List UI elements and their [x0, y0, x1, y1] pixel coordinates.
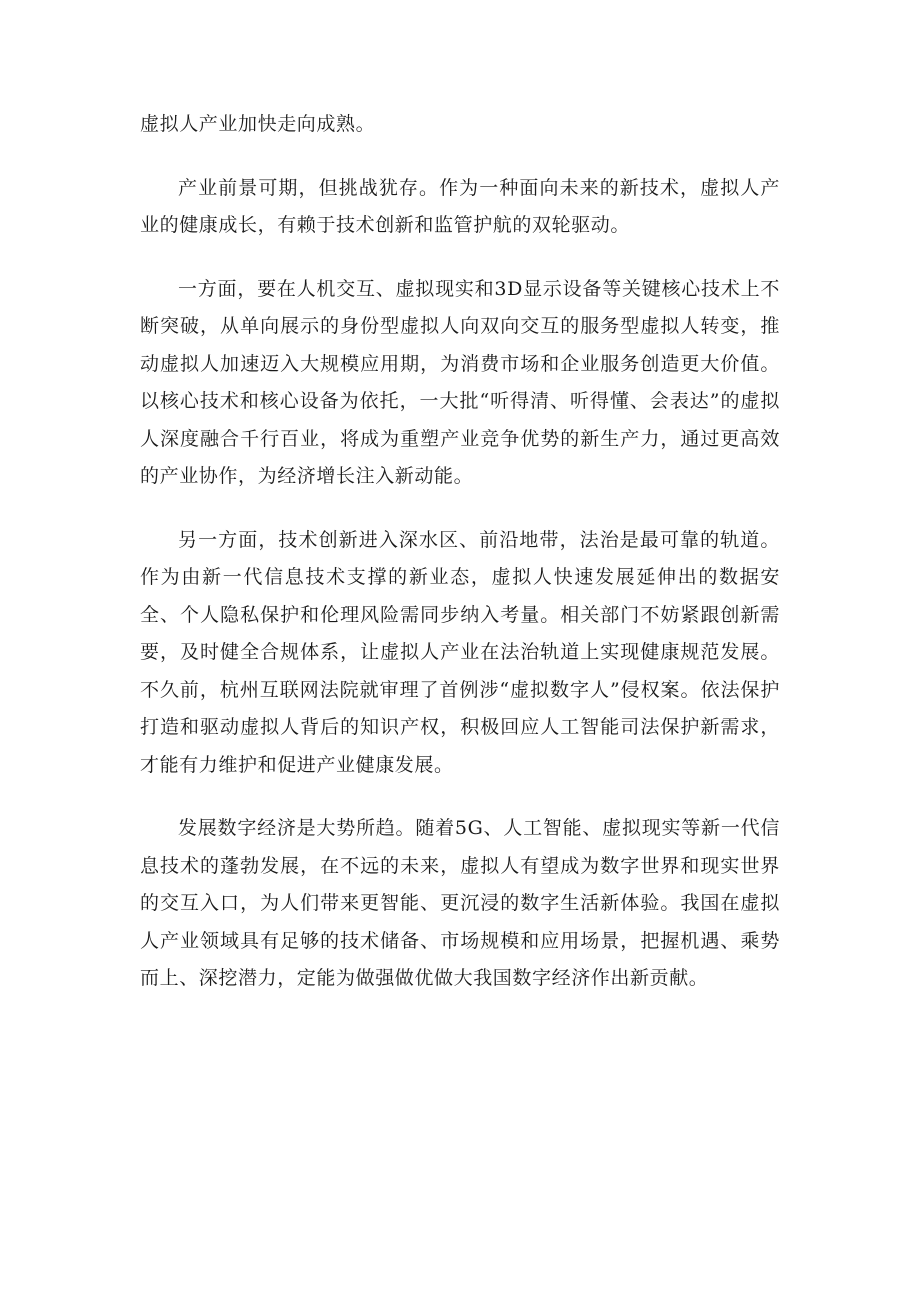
paragraph-continuation: 虚拟人产业加快走向成熟。: [140, 113, 376, 135]
paragraph-prospects: 产业前景可期，但挑战犹存。作为一种面向未来的新技术，虚拟人产业的健康成长，有赖于技术创新和监管护航的双轮驱动。: [140, 176, 780, 236]
paragraph-regulation: 另一方面，技术创新进入深水区、前沿地带，法治是最可靠的轨道。作为由新一代信息技术支撑的新业态，虚拟人快速发展延伸出的数据安全、个人隐私保护和伦理风险需同步纳入考量。相关部门不妨紧跟创新需要，及时健全合规体系，让虚拟人产业在法治轨道上实现健康规范发展。不久前，杭州互联网法院就审理了首例涉“虚拟数字人”侵权案。依法保护打造和驱动虚拟人背后的知识产权，积极回应人工智能司法保护新需求，才能有力维护和促进产业健康发展。: [140, 528, 780, 776]
paragraph-technology: 一方面，要在人机交互、虚拟现实和3D显示设备等关键核心技术上不断突破，从单向展示的身份型虚拟人向双向交互的服务型虚拟人转变，推动虚拟人加速迈入大规模应用期，为消费市场和企业服务创造更大价值。以核心技术和核心设备为依托，一大批“听得清、听得懂、会表达”的虚拟人深度融合千行百业，将成为重塑产业竞争优势的新生产力，通过更高效的产业协作，为经济增长注入新动能。: [140, 277, 780, 487]
paragraph-digital-economy: 发展数字经济是大势所趋。随着5G、人工智能、虚拟现实等新一代信息技术的蓬勃发展，在不远的未来，虚拟人有望成为数字世界和现实世界的交互入口，为人们带来更智能、更沉浸的数字生活新体验。我国在虚拟人产业领域具有足够的技术储备、市场规模和应用场景，把握机遇、乘势而上、深挖潜力，定能为做强做优做大我国数字经济作出新贡献。: [140, 817, 780, 989]
